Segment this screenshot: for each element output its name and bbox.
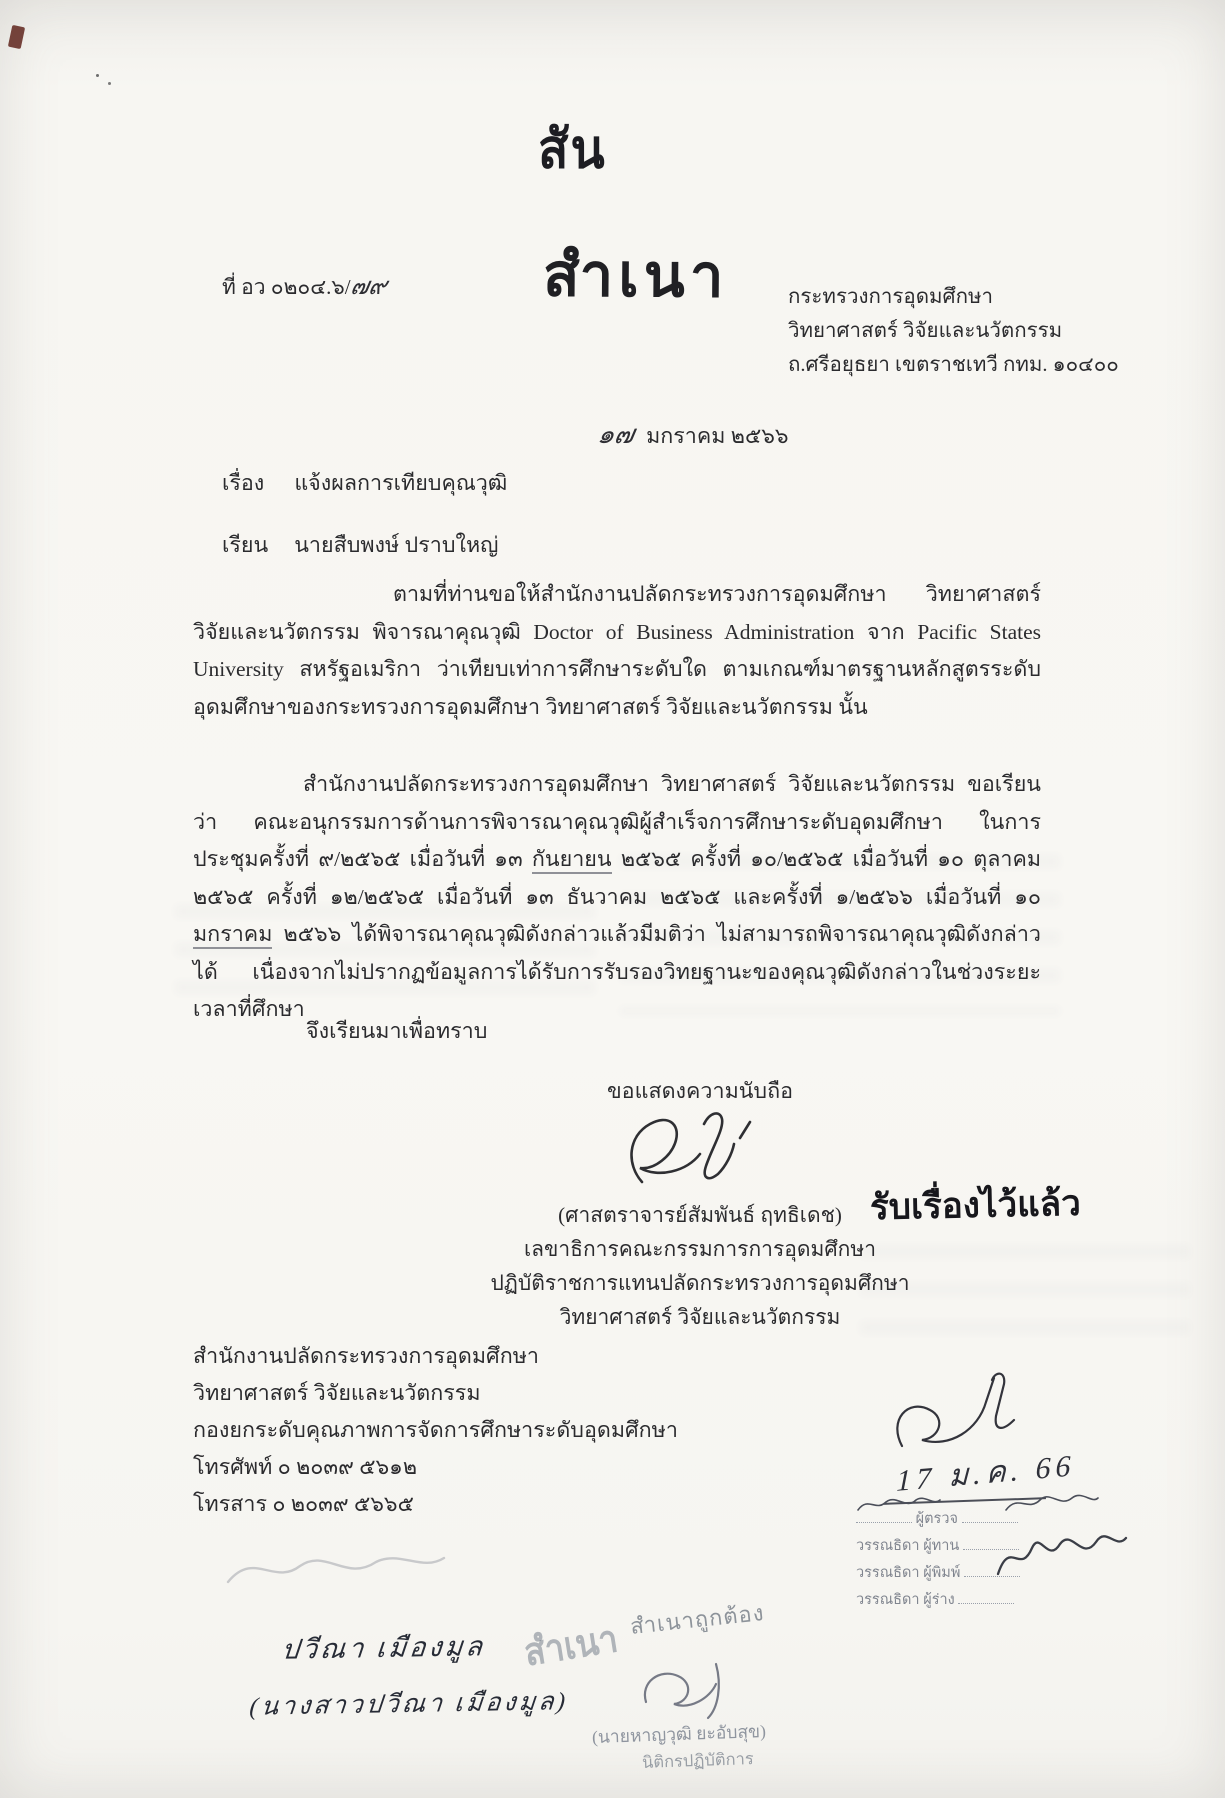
received-stamp: รับเรื่องไว้แล้ว xyxy=(869,1183,1082,1228)
signer-title: เลขาธิการคณะกรรมการการอุดมศึกษา xyxy=(523,1237,877,1261)
contact-line: โทรศัพท์ ๐ ๒๐๓๙ ๕๖๑๒ xyxy=(193,1455,417,1479)
contact-line: กองยกระดับคุณภาพการจัดการศึกษาระดับอุดมศึกษา xyxy=(193,1418,678,1442)
body-paragraph-1 xyxy=(193,576,1041,726)
certifier-title: นิติกรปฏิบัติการ xyxy=(641,1749,754,1772)
paragraph-text: สำนักงานปลัดกระทรวงการอุดมศึกษา วิทยาศาสตร์ วิจัยและนวัตกรรม ขอเรียนว่า คณะอนุกรรมการด้านการพิจารณาคุณวุฒิผู้สำเร็จการศึกษาระดับอุดมศึกษา ในการประชุมครั้งที่ ๙/๒๕๖๕ เมื่อวันที่ ๑๓ xyxy=(193,772,1041,871)
paragraph-text: ๒๕๖๕ ครั้งที่ ๑๐/๒๕๖๕ เมื่อวันที่ ๑๐ ตุลาคม ๒๕๖๕ ครั้งที่ ๑๒/๒๕๖๕ เมื่อวันที่ ๑๓ ธันวาคม ๒๕๖๕ และครั้งที่ ๑/๒๕๖๖ เมื่อวันที่ ๑๐ xyxy=(193,847,1042,909)
contact-line: สำนักงานปลัดกระทรวงการอุดมศึกษา xyxy=(193,1344,539,1368)
scribble-faint-note xyxy=(222,1540,452,1595)
ministry-address xyxy=(788,280,1119,382)
signature-certifier xyxy=(630,1646,745,1728)
routing-role: วรรณธิดา ผู้พิมพ์ xyxy=(856,1565,961,1581)
ministry-line: ถ.ศรีอยุธยา เขตราชเทวี กทม. ๑๐๔๐๐ xyxy=(788,354,1119,376)
date-day-handwritten: ๑๗ xyxy=(595,420,637,449)
addressee-label: เรียน xyxy=(222,533,269,557)
scan-corner-mark xyxy=(8,25,25,49)
subject-label: เรื่อง xyxy=(222,471,265,495)
contact-line: โทรสาร ๐ ๒๐๓๙ ๕๖๖๕ xyxy=(193,1492,414,1516)
scribble-drafter-date xyxy=(988,1512,1138,1592)
date-printed: มกราคม ๒๕๖๖ xyxy=(646,424,789,448)
signature-secretary xyxy=(600,1102,800,1202)
ministry-line: กระทรวงการอุดมศึกษา xyxy=(788,286,993,308)
certifier-name: (นายหาญวุฒิ ยะอับสุข) xyxy=(591,1720,767,1748)
verifier-name-parenthesized: (นางสาวปวีณา เมืองมูล) xyxy=(248,1688,570,1721)
routing-role: วรรณธิดา ผู้ร่าง xyxy=(856,1592,955,1608)
signer-title: ปฏิบัติราชการแทนปลัดกระทรวงการอุดมศึกษา xyxy=(490,1271,910,1295)
closing-line: จึงเรียนมาเพื่อทราบ xyxy=(306,1019,488,1043)
addressee-row xyxy=(222,528,498,562)
received-date-handwritten: 17 ม.ค. 66 xyxy=(896,1449,1076,1498)
routing-signature-line xyxy=(958,1591,1014,1604)
letter-date xyxy=(595,414,789,455)
subject-text: แจ้งผลการเทียบคุณวุฒิ xyxy=(294,471,508,495)
signer-title: วิทยาศาสตร์ วิจัยและนวัตกรรม xyxy=(559,1305,841,1329)
addressee-name: นายสืบพงษ์ ปราบใหญ่ xyxy=(294,533,499,557)
scribble-inspector-left xyxy=(854,1492,944,1518)
routing-role: ผู้ตรวจ xyxy=(915,1511,958,1527)
body-paragraph-2 xyxy=(193,766,1041,1029)
paragraph-text: ๒๕๖๖ ได้พิจารณาคุณวุฒิดังกล่าวแล้วมีมติว่า ไม่สามารถพิจารณาคุณวุฒิดังกล่าวได้ เนื่องจากไม่ปรากฏข้อมูลการได้รับการรับรองวิทยฐานะของคุณวุฒิดังกล่าวในช่วงระยะเวลาที่ศึกษา xyxy=(193,922,1041,1021)
subject-row xyxy=(222,466,507,500)
faint-copy-stamp: สำเนา xyxy=(521,1618,621,1675)
contact-line: วิทยาศาสตร์ วิจัยและนวัตกรรม xyxy=(193,1381,481,1405)
partial-copy-stamp: สัน xyxy=(538,118,607,180)
contact-block xyxy=(193,1338,678,1523)
salutation: ขอแสดงความนับถือ xyxy=(606,1079,794,1103)
verifier-name-handwritten: ปวีณา เมืองมูล xyxy=(280,1631,487,1665)
certified-copy-stamp: สำเนาถูกต้อง xyxy=(629,1600,766,1639)
underlined-month: กันยายน xyxy=(532,847,612,874)
ministry-line: วิทยาศาสตร์ วิจัยและนวัตกรรม xyxy=(788,320,1063,342)
copy-stamp: สำเนา xyxy=(542,242,729,310)
paragraph-text: ตามที่ท่านขอให้สำนักงานปลัดกระทรวงการอุดมศึกษา วิทยาศาสตร์ วิจัยและนวัตกรรม พิจารณาคุณวุฒิ Doctor of Business Administration จาก Pacific States University สหรัฐอเมริกา ว่าเทียบเท่าการศึกษาระดับใด ตามเกณฑ์มาตรฐานหลักสูตรระดับอุดมศึกษาของกระทรวงการอุดมศึกษา วิทยาศาสตร์ วิจัยและนวัตกรรม นั้น xyxy=(193,582,1041,719)
doc-number-printed: ที่ อว ๐๒๐๔.๖/ xyxy=(222,275,351,299)
scan-stray-dots xyxy=(96,74,99,77)
signer-name: (ศาสตราจารย์สัมพันธ์ ฤทธิเดช) xyxy=(558,1203,842,1227)
routing-role: วรรณธิดา ผู้ทาน xyxy=(856,1538,960,1554)
underlined-month: มกราคม xyxy=(193,922,272,949)
doc-number xyxy=(222,266,389,305)
doc-number-handwritten: ๗๙ xyxy=(347,274,389,300)
